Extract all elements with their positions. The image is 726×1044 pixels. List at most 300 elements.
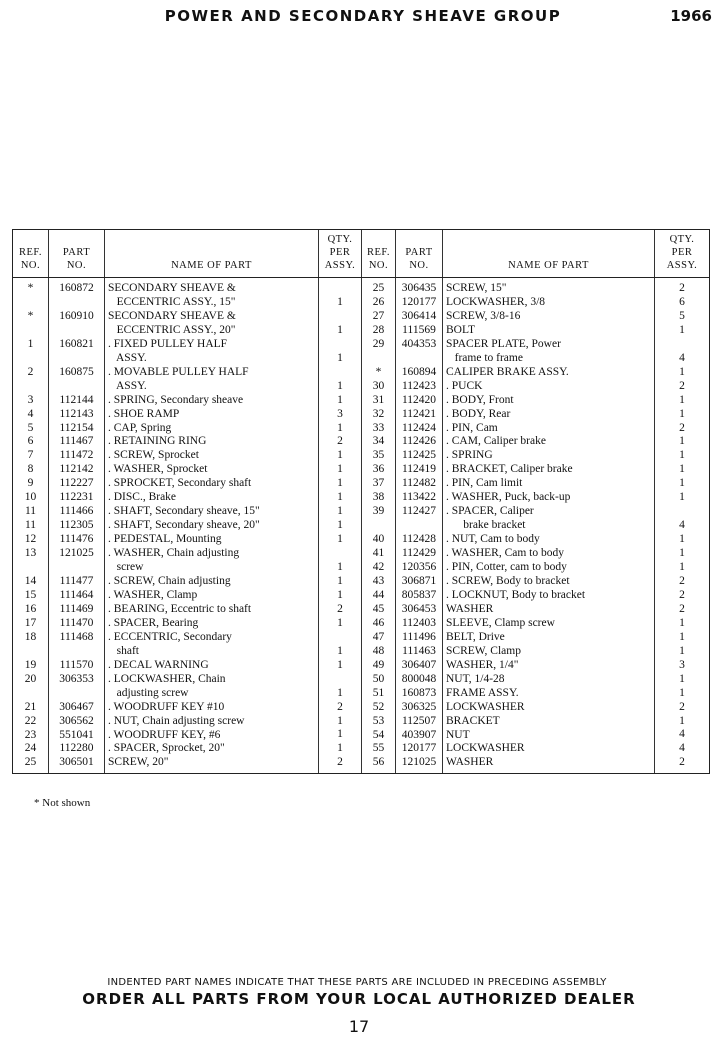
right-qty-cell [655, 435, 710, 449]
right-part-no-cell [396, 701, 443, 715]
left-part-name-cell [105, 575, 319, 589]
left-part-no: 121025 [59, 547, 94, 560]
left-ref-no: 23 [24, 728, 37, 741]
left-qty-cell [319, 338, 362, 366]
right-part-name-cell [443, 729, 655, 743]
right-ref-no-cell [362, 278, 396, 310]
left-ref-no-cell [13, 394, 49, 408]
table-row [13, 463, 710, 477]
right-ref-no: 41 [372, 547, 385, 560]
header-part-no: PART NO. [396, 230, 443, 278]
right-ref-no: 40 [372, 533, 385, 546]
left-part-name: SCREW, 20" [108, 756, 169, 769]
right-part-name: . BODY, Front [446, 393, 514, 406]
right-part-no: 112429 [401, 547, 437, 560]
left-qty-cell [319, 477, 362, 491]
right-part-no: 112419 [401, 463, 437, 476]
right-qty: 6 [679, 295, 685, 308]
right-part-name: LOCKWASHER [446, 700, 525, 713]
left-part-name: . SHOE RAMP [108, 407, 180, 420]
right-ref-no: 56 [372, 756, 385, 769]
left-part-no-cell [49, 463, 105, 477]
left-qty: 1 [337, 533, 343, 546]
left-part-no-cell [49, 477, 105, 491]
right-part-name-cell [443, 603, 655, 617]
left-qty: 1 [337, 323, 343, 336]
right-qty: 2 [679, 588, 685, 601]
table-row [13, 547, 710, 575]
right-part-name: . SCREW, Body to bracket [446, 575, 570, 588]
right-part-name: BOLT [446, 323, 475, 336]
left-part-name-cell [105, 435, 319, 449]
right-part-name: SCREW, Clamp [446, 644, 521, 657]
left-part-no: 112142 [59, 463, 94, 476]
right-ref-no: 45 [372, 602, 385, 615]
right-part-name: CALIPER BRAKE ASSY. [446, 365, 569, 378]
right-part-name: NUT, 1/4-28 [446, 672, 505, 685]
right-part-no: 111569 [402, 323, 436, 336]
header-qty-per-assy: QTY. PER ASSY. [655, 230, 710, 278]
left-part-name-cell [105, 589, 319, 603]
table-row [13, 756, 710, 773]
right-ref-no: 28 [372, 323, 385, 336]
left-qty: 1 [337, 393, 343, 406]
left-part-name-cell [105, 505, 319, 533]
right-part-no-cell [396, 756, 443, 773]
right-part-no-cell [396, 659, 443, 673]
table-row [13, 701, 710, 715]
right-part-no: 306871 [401, 575, 437, 588]
right-part-name-cell [443, 477, 655, 491]
right-part-no-cell [396, 589, 443, 603]
right-part-no: 111463 [402, 644, 436, 657]
right-qty-cell [655, 278, 710, 310]
right-part-no-cell [396, 533, 443, 547]
right-part-name: WASHER, 1/4" [446, 658, 519, 671]
right-ref-no-cell [362, 603, 396, 617]
right-qty: 4 [679, 519, 685, 532]
page-number: 17 [348, 1017, 370, 1036]
right-qty-cell [655, 729, 710, 743]
left-part-no-cell [49, 491, 105, 505]
left-ref-no: 9 [27, 477, 34, 490]
right-part-no: 160894 [401, 365, 437, 378]
right-part-name: . BODY, Rear [446, 407, 511, 420]
left-part-name-cell [105, 742, 319, 756]
left-part-name-cell [105, 603, 319, 617]
left-ref-no-cell [13, 589, 49, 603]
right-ref-no-cell [362, 756, 396, 773]
right-qty: 2 [679, 756, 685, 769]
right-qty: 1 [679, 449, 685, 462]
left-part-no: 160875 [59, 365, 94, 378]
right-ref-no-cell [362, 715, 396, 729]
right-part-no: 800048 [401, 672, 437, 685]
left-ref-no: 4 [27, 407, 34, 420]
right-part-name: . NUT, Cam to body [446, 533, 540, 546]
right-part-name-cell [443, 575, 655, 589]
left-qty-cell [319, 659, 362, 673]
right-qty-cell [655, 533, 710, 547]
table-row [13, 278, 710, 310]
right-qty: 4 [679, 351, 685, 364]
left-ref-no: 11 [24, 519, 37, 532]
right-part-name-cell [443, 659, 655, 673]
right-part-name: . WASHER, Puck, back-up [446, 491, 571, 504]
left-ref-no: 12 [24, 533, 37, 546]
left-ref-no: 24 [24, 742, 37, 755]
left-part-no-cell [49, 449, 105, 463]
left-part-name: SECONDARY SHEAVE & ECCENTRIC ASSY., 20" [108, 309, 236, 336]
left-part-no: 112144 [59, 393, 94, 406]
left-qty-cell [319, 756, 362, 773]
right-ref-no: 39 [372, 505, 385, 518]
left-qty-cell [319, 366, 362, 394]
right-part-no: 112427 [401, 505, 437, 518]
left-part-name: . LOCKWASHER, Chain adjusting screw [108, 672, 226, 699]
left-part-name: . ECCENTRIC, Secondary shaft [108, 630, 232, 657]
left-qty: 1 [337, 351, 343, 364]
left-part-no: 306353 [59, 672, 94, 685]
left-qty: 1 [337, 449, 343, 462]
left-qty: 1 [337, 491, 343, 504]
right-part-no: 112423 [401, 379, 437, 392]
right-ref-no-cell [362, 449, 396, 463]
right-ref-no: 54 [372, 728, 385, 741]
left-part-no: 111469 [59, 602, 94, 615]
left-ref-no: 6 [27, 435, 34, 448]
order-parts-note: ORDER ALL PARTS FROM YOUR LOCAL AUTHORIZED DEALER [82, 990, 636, 1008]
left-part-name-cell [105, 422, 319, 436]
right-part-no: 306414 [401, 309, 437, 322]
left-part-name-cell [105, 449, 319, 463]
table-row [13, 435, 710, 449]
right-part-name-cell [443, 422, 655, 436]
left-part-name-cell [105, 394, 319, 408]
right-part-name: WASHER [446, 756, 494, 769]
right-qty-cell [655, 491, 710, 505]
left-ref-no-cell [13, 278, 49, 310]
right-part-no-cell [396, 491, 443, 505]
left-qty: 1 [337, 295, 343, 308]
right-qty: 1 [679, 672, 685, 685]
left-part-no-cell [49, 589, 105, 603]
right-part-no: 120177 [401, 742, 437, 755]
left-part-name-cell [105, 673, 319, 701]
left-ref-no-cell [13, 449, 49, 463]
right-part-name: SCREW, 3/8-16 [446, 309, 521, 322]
left-qty: 1 [337, 421, 343, 434]
right-part-name: LOCKWASHER, 3/8 [446, 295, 546, 308]
right-ref-no-cell [362, 533, 396, 547]
right-part-no: 112482 [401, 477, 437, 490]
left-qty-cell [319, 422, 362, 436]
right-ref-no-cell [362, 422, 396, 436]
left-part-name: . BEARING, Eccentric to shaft [108, 602, 252, 615]
left-part-no: 551041 [59, 728, 94, 741]
right-part-no-cell [396, 673, 443, 701]
left-part-no-cell [49, 575, 105, 589]
left-part-no-cell [49, 617, 105, 631]
right-ref-no-cell [362, 575, 396, 589]
right-part-name-cell [443, 366, 655, 394]
right-qty: 5 [679, 309, 685, 322]
left-ref-no-cell [13, 715, 49, 729]
right-part-no-cell [396, 715, 443, 729]
right-qty-cell [655, 408, 710, 422]
left-qty: 2 [337, 756, 343, 769]
footnote: * Not shown [34, 797, 91, 809]
right-ref-no: 31 [372, 393, 385, 406]
right-part-no: 120356 [401, 561, 437, 574]
left-qty: 1 [337, 658, 343, 671]
right-qty-cell [655, 756, 710, 773]
right-ref-no-cell [362, 338, 396, 366]
left-part-name: . WASHER, Clamp [108, 588, 198, 601]
left-part-no-cell [49, 366, 105, 394]
right-part-no-cell [396, 435, 443, 449]
left-part-name-cell [105, 338, 319, 366]
right-part-name: LOCKWASHER [446, 742, 525, 755]
table-row [13, 366, 710, 394]
right-part-no: 113422 [401, 491, 437, 504]
right-part-no: 403907 [401, 728, 437, 741]
right-qty: 1 [679, 644, 685, 657]
left-ref-no-cell [13, 310, 49, 338]
left-part-name: . NUT, Chain adjusting screw [108, 714, 245, 727]
right-part-name-cell [443, 701, 655, 715]
header-ref-no: REF. NO. [362, 230, 396, 278]
right-part-name: . BRACKET, Caliper brake [446, 463, 573, 476]
left-part-no-cell [49, 278, 105, 310]
right-part-name-cell [443, 756, 655, 773]
right-part-no-cell [396, 463, 443, 477]
left-ref-no-cell [13, 533, 49, 547]
right-part-name-cell [443, 491, 655, 505]
right-part-no-cell [396, 575, 443, 589]
table-row [13, 338, 710, 366]
right-qty: 1 [679, 477, 685, 490]
right-ref-no-cell [362, 589, 396, 603]
left-ref-no: 14 [24, 575, 37, 588]
left-qty: 1 [337, 714, 343, 727]
left-part-no-cell [49, 701, 105, 715]
left-part-no: 111466 [59, 505, 94, 518]
left-ref-no: 8 [27, 463, 34, 476]
left-qty: 1 [337, 588, 343, 601]
right-qty-cell [655, 715, 710, 729]
table-row [13, 603, 710, 617]
right-ref-no-cell [362, 435, 396, 449]
right-part-name-cell [443, 631, 655, 659]
right-ref-no: 55 [372, 742, 385, 755]
left-part-name-cell [105, 533, 319, 547]
right-qty: 1 [679, 393, 685, 406]
left-part-name-cell [105, 463, 319, 477]
left-ref-no-cell [13, 366, 49, 394]
right-qty: 2 [679, 281, 685, 294]
right-qty: 2 [679, 700, 685, 713]
table-row [13, 491, 710, 505]
left-part-name: . SHAFT, Secondary sheave, 20" [108, 519, 260, 532]
right-ref-no: 38 [372, 491, 385, 504]
right-ref-no: 33 [372, 421, 385, 434]
right-part-name: . PIN, Cam limit [446, 477, 523, 490]
right-part-name-cell [443, 435, 655, 449]
left-ref-no: 22 [24, 714, 37, 727]
left-qty-cell [319, 491, 362, 505]
right-part-no: 112426 [401, 435, 437, 448]
right-qty: 1 [679, 547, 685, 560]
left-part-name: . SPRING, Secondary sheave [108, 393, 244, 406]
left-part-name: . WASHER, Chain adjusting screw [108, 547, 240, 574]
right-qty: 1 [679, 463, 685, 476]
left-ref-no-cell [13, 673, 49, 701]
left-ref-no: 21 [24, 700, 37, 713]
right-ref-no-cell [362, 505, 396, 533]
right-part-no: 112421 [401, 407, 437, 420]
right-part-name: . PUCK [446, 379, 483, 392]
left-part-name: SECONDARY SHEAVE & ECCENTRIC ASSY., 15" [108, 282, 236, 308]
left-ref-no-cell [13, 435, 49, 449]
left-part-no-cell [49, 547, 105, 575]
right-qty-cell [655, 673, 710, 701]
right-qty-cell [655, 659, 710, 673]
right-qty-cell [655, 477, 710, 491]
left-ref-no: 20 [24, 672, 37, 685]
left-ref-no: 5 [27, 421, 34, 434]
left-part-no: 306501 [59, 756, 94, 769]
left-part-no: 112143 [59, 407, 94, 420]
right-qty-cell [655, 394, 710, 408]
left-qty-cell [319, 729, 362, 743]
right-part-name-cell [443, 505, 655, 533]
left-qty-cell [319, 575, 362, 589]
left-ref-no: 19 [24, 658, 37, 671]
right-part-name: BELT, Drive [446, 630, 505, 643]
left-part-name-cell [105, 715, 319, 729]
right-ref-no: 29 [372, 337, 385, 350]
right-part-name: NUT [446, 728, 470, 741]
left-part-no: 160821 [59, 337, 94, 350]
left-ref-no-cell [13, 547, 49, 575]
right-part-no-cell [396, 394, 443, 408]
right-ref-no-cell [362, 547, 396, 575]
right-qty: 2 [679, 575, 685, 587]
right-part-name-cell [443, 533, 655, 547]
left-part-name-cell [105, 408, 319, 422]
right-part-no: 306435 [401, 282, 437, 294]
right-qty-cell [655, 463, 710, 477]
header-name-of-part: NAME OF PART [105, 230, 319, 278]
left-ref-no-cell [13, 575, 49, 589]
right-part-no: 120177 [401, 295, 437, 308]
left-part-no: 112154 [59, 421, 94, 434]
left-qty-cell [319, 673, 362, 701]
left-part-no-cell [49, 603, 105, 617]
left-part-name-cell [105, 729, 319, 743]
right-qty: 1 [679, 630, 685, 643]
left-ref-no-cell [13, 631, 49, 659]
right-qty-cell [655, 310, 710, 338]
right-ref-no: 51 [372, 686, 385, 699]
left-part-name: . PEDESTAL, Mounting [108, 533, 222, 546]
table-row [13, 505, 710, 533]
left-ref-no: 7 [27, 449, 34, 462]
table-row [13, 575, 710, 589]
right-ref-no-cell [362, 701, 396, 715]
parts-table [12, 229, 710, 774]
left-part-name-cell [105, 547, 319, 575]
right-qty-cell [655, 505, 710, 533]
left-qty-cell [319, 631, 362, 659]
left-part-name: . SCREW, Sprocket [108, 449, 199, 462]
left-part-no: 111464 [59, 588, 94, 601]
left-part-name: . CAP, Spring [108, 421, 172, 434]
right-qty-cell [655, 603, 710, 617]
right-ref-no-cell [362, 729, 396, 743]
left-qty: 1 [337, 463, 343, 476]
right-part-name: BRACKET [446, 714, 500, 727]
header-name-of-part: NAME OF PART [443, 230, 655, 278]
right-qty: 1 [679, 491, 685, 504]
right-ref-no: 49 [372, 658, 385, 671]
right-ref-no-cell [362, 617, 396, 631]
left-part-no: 160910 [59, 309, 94, 322]
right-part-no: 404353 [401, 337, 437, 350]
page-year: 1966 [670, 7, 712, 25]
left-part-no-cell [49, 310, 105, 338]
right-part-name: . SPRING [446, 449, 493, 462]
left-qty: 1 [337, 379, 343, 392]
left-part-no-cell [49, 729, 105, 743]
right-qty: 2 [679, 379, 685, 392]
table-row [13, 631, 710, 659]
left-part-name-cell [105, 631, 319, 659]
right-part-name-cell [443, 742, 655, 756]
right-qty-cell [655, 617, 710, 631]
right-part-no-cell [396, 477, 443, 491]
right-part-name: . WASHER, Cam to body [446, 547, 564, 560]
right-part-no-cell [396, 422, 443, 436]
right-ref-no: 30 [372, 379, 385, 392]
right-ref-no-cell [362, 477, 396, 491]
left-ref-no: 18 [24, 630, 37, 643]
left-part-no-cell [49, 673, 105, 701]
right-qty: 2 [679, 421, 685, 434]
left-ref-no-cell [13, 463, 49, 477]
table-row [13, 408, 710, 422]
left-part-no-cell [49, 435, 105, 449]
right-ref-no: * [375, 365, 382, 378]
left-ref-no: * [27, 282, 34, 294]
left-qty-cell [319, 589, 362, 603]
left-qty-cell [319, 701, 362, 715]
left-part-no: 160872 [59, 282, 94, 294]
right-ref-no: 44 [372, 588, 385, 601]
right-part-name: SPACER PLATE, Power frame to frame [446, 337, 561, 364]
right-part-no: 306325 [401, 700, 437, 713]
right-ref-no-cell [362, 310, 396, 338]
left-ref-no-cell [13, 505, 49, 533]
right-qty: 2 [679, 602, 685, 615]
left-qty-cell [319, 603, 362, 617]
left-ref-no-cell [13, 491, 49, 505]
left-qty-cell [319, 505, 362, 533]
right-ref-no: 25 [372, 282, 385, 294]
left-qty: 1 [337, 686, 343, 699]
right-qty-cell [655, 422, 710, 436]
